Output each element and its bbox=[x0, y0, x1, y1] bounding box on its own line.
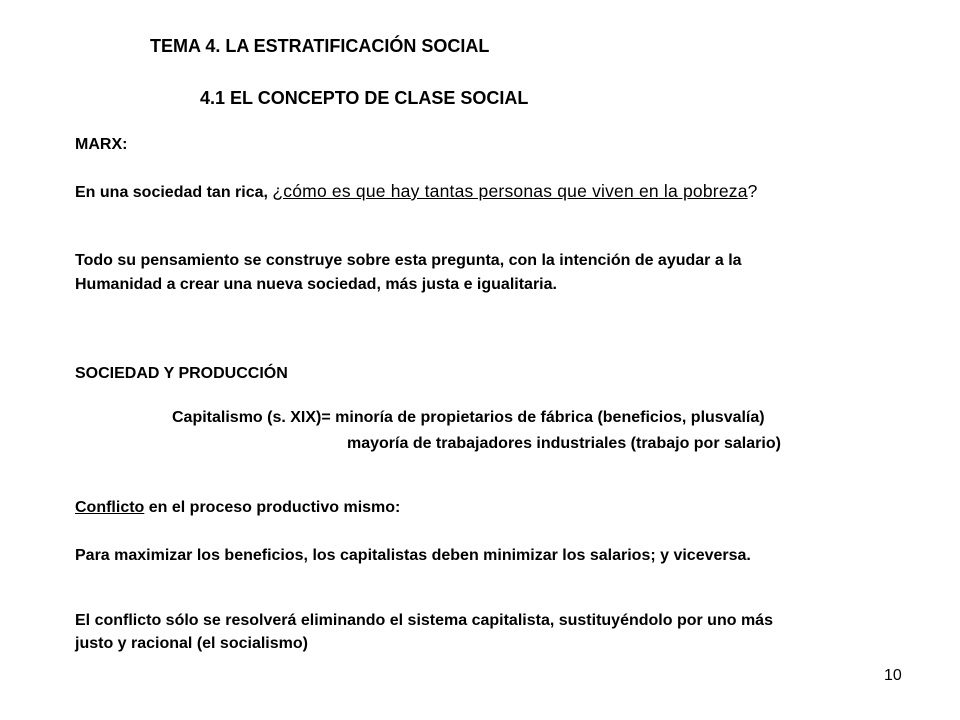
conflicto-line2: Para maximizar los beneficios, los capitalistas deben minimizar los salarios; y viceversa. bbox=[75, 547, 751, 564]
paragraph1-line1: Todo su pensamiento se construye sobre esta pregunta, con la intención de ayudar a la bbox=[75, 252, 742, 269]
marx-heading: MARX: bbox=[75, 136, 128, 153]
conflicto-rest: en el proceso productivo mismo: bbox=[144, 499, 401, 516]
question-prefix: En una sociedad tan rica, bbox=[75, 184, 273, 201]
page-title: TEMA 4. LA ESTRATIFICACIÓN SOCIAL bbox=[150, 36, 490, 56]
paragraph1-line2: Humanidad a crear una nueva sociedad, más justa e igualitaria. bbox=[75, 276, 557, 293]
conflicto-line bbox=[75, 498, 400, 518]
question-suffix: ? bbox=[747, 181, 758, 201]
capitalismo-line2: mayoría de trabajadores industriales (trabajo por salario) bbox=[347, 435, 781, 452]
sociedad-heading: SOCIEDAD Y PRODUCCIÓN bbox=[75, 365, 288, 382]
question-text: ¿cómo es que hay tantas personas que viven en la pobreza bbox=[272, 181, 748, 201]
conclusion-line1: El conflicto sólo se resolverá eliminando el sistema capitalista, sustituyéndolo por uno más bbox=[75, 612, 773, 629]
capitalismo-line1: Capitalismo (s. XIX)= minoría de propietarios de fábrica (beneficios, plusvalía) bbox=[172, 409, 765, 426]
section-subtitle: 4.1 EL CONCEPTO DE CLASE SOCIAL bbox=[200, 88, 529, 108]
conclusion-line2: justo y racional (el socialismo) bbox=[75, 635, 308, 652]
conflicto-word: Conflicto bbox=[75, 499, 145, 516]
marx-question-line bbox=[75, 181, 758, 203]
page-number: 10 bbox=[884, 667, 902, 684]
